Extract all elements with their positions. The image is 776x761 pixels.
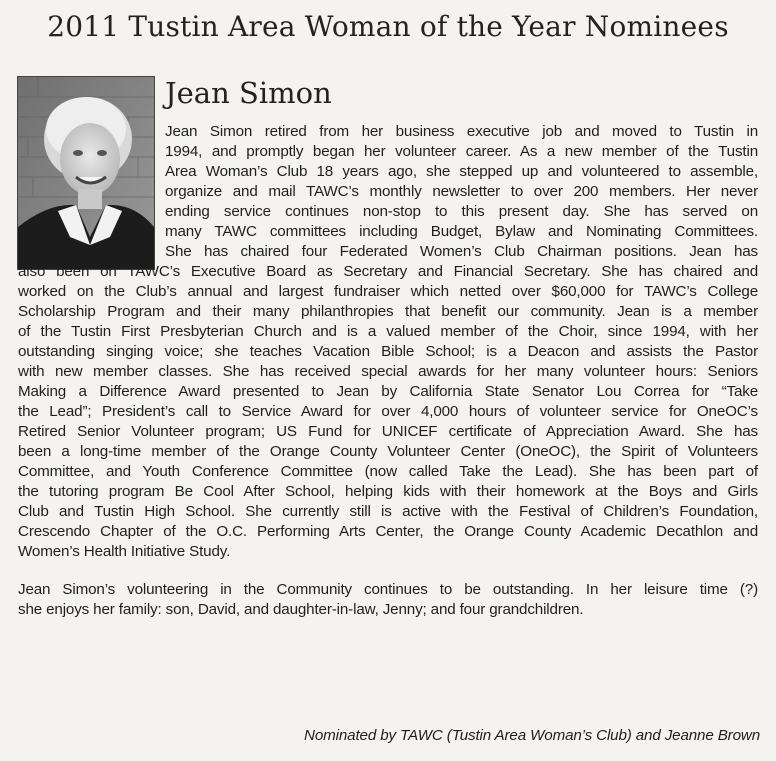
bio-line: Women’s Health Initiative Study. [18, 543, 231, 560]
bio-line: the tutoring program Be Cool After School, helping kids with their homework at the Boys and Girls [18, 483, 758, 500]
bio-line: many TAWC committees including Budget, Bylaw and Nominating Committees. [165, 223, 758, 240]
bio-line: worked on the Club’s annual and largest fundraiser which netted over $60,000 for TAWC’s College [18, 283, 758, 300]
bio-line: with new member classes. She has received special awards for her many volunteer hours: Seniors [18, 363, 758, 380]
bio-line: Crescendo Chapter of the O.C. Performing Arts Center, the Orange County Academic Decathlon and [18, 523, 758, 540]
nominee-name: Jean Simon [165, 76, 332, 110]
closing-line: Jean Simon’s volunteering in the Community continues to be outstanding. In her leisure time (?) [18, 581, 758, 598]
bio-line: Committee, and Youth Conference Committee (now called Take the Lead). She has been part of [18, 463, 758, 480]
bio-line: Area Woman’s Club 18 years ago, she stepped up and volunteered to assemble, [165, 163, 758, 180]
bio-line: ending service continues non-stop to this present day. She has served on [165, 203, 758, 220]
bio-line: outstanding singing voice; she teaches Vacation Bible School; is a Deacon and assists the Pastor [18, 343, 758, 360]
bio-line: Making a Difference Award presented to Jean by California State Senator Lou Correa for “Take [18, 383, 758, 400]
bio-line: Retired Senior Volunteer program; US Fund for UNICEF certificate of Appreciation Award. She has [18, 423, 758, 440]
bio-line: the Lead”; President’s call to Service Award for over 4,000 hours of volunteer service for OneOC’s [18, 403, 758, 420]
bio-line: Jean Simon retired from her business executive job and moved to Tustin in [165, 123, 758, 140]
bio-line: organize and mail TAWC’s monthly newsletter to over 200 members. Her never [165, 183, 758, 200]
nominated-by: Nominated by TAWC (Tustin Area Woman’s Club) and Jeanne Brown [304, 727, 760, 744]
closing-line: she enjoys her family: son, David, and daughter-in-law, Jenny; and four grandchildren. [18, 601, 584, 618]
bio-line: also been on TAWC’s Executive Board as Secretary and Financial Secretary. She has chaired and [18, 263, 758, 280]
bio-line: of the Tustin First Presbyterian Church and is a valued member of the Choir, since 1994, with her [18, 323, 758, 340]
page-title: 2011 Tustin Area Woman of the Year Nominees [47, 10, 729, 43]
bio-line: She has chaired four Federated Women’s Club Chairman positions. Jean has [165, 243, 758, 260]
bio-line: been a long-time member of the Orange County Volunteer Center (OneOC), the Spirit of Volunteers [18, 443, 758, 460]
bio-line: Club and Tustin High School. She currently still is active with the Festival of Children’s Foundation, [18, 503, 758, 520]
bio-line: Scholarship Program and their many philanthropies that benefit our community. Jean is a member [18, 303, 758, 320]
bio-line: 1994, and promptly began her volunteer career. As a new member of the Tustin [165, 143, 758, 160]
